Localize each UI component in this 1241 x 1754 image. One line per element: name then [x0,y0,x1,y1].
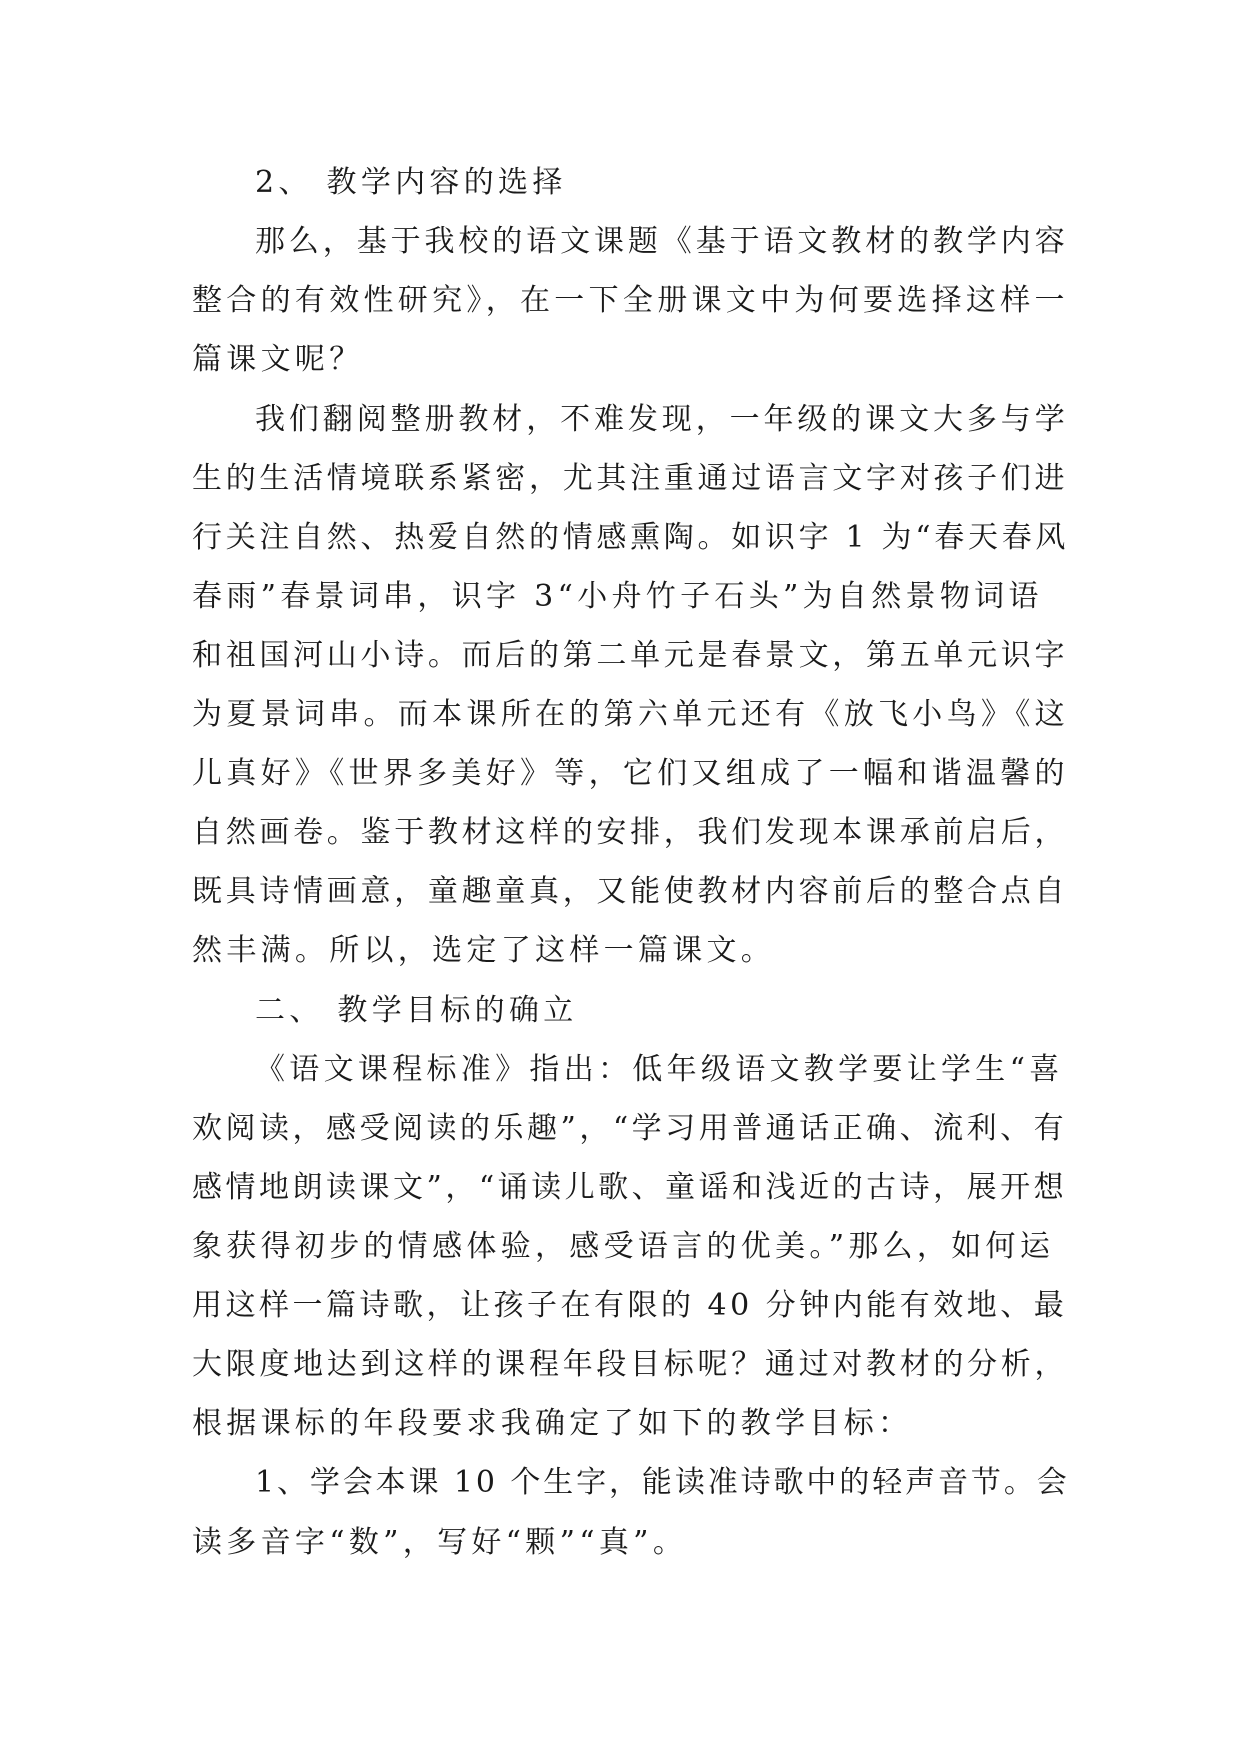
section-heading-objectives: 二、 教学目标的确立 [255,993,578,1028]
paragraph-line: 为夏景词串。而本课所在的第六单元还有《放飞小鸟》《这 [192,697,1069,732]
paragraph-line: 儿真好》《世界多美好》等，它们又组成了一幅和谐温馨的 [192,756,1069,791]
paragraph-line: 那么，基于我校的语文课题《基于语文教材的教学内容 [255,224,1069,259]
paragraph-line: 自然画卷。鉴于教材这样的安排，我们发现本课承前启后， [192,815,1069,850]
paragraph-line: 象获得初步的情感体验，感受语言的优美。”那么，如何运 [192,1229,1055,1264]
paragraph-line: 用这样一篇诗歌，让孩子在有限的 40 分钟内能有效地、最 [192,1288,1068,1323]
section-heading-content-selection: 2、 教学内容的选择 [255,165,567,200]
objective-item-1: 1、学会本课 10 个生字，能读准诗歌中的轻声音节。会 [255,1465,1070,1500]
paragraph-line: 根据课标的年段要求我确定了如下的教学目标： [192,1406,913,1441]
paragraph-line: 感情地朗读课文”，“诵读儿歌、童谣和浅近的古诗，展开想 [192,1170,1068,1205]
paragraph-line: 欢阅读，感受阅读的乐趣”，“学习用普通话正确、流利、有 [192,1111,1068,1146]
paragraph-line: 和祖国河山小诗。而后的第二单元是春景文，第五单元识字 [192,638,1069,673]
paragraph-line: 我们翻阅整册教材，不难发现，一年级的课文大多与学 [255,402,1069,437]
paragraph-line: 然丰满。所以，选定了这样一篇课文。 [192,933,776,968]
paragraph-line: 生的生活情境联系紧密，尤其注重通过语言文字对孩子们进 [192,461,1069,496]
paragraph-line: 行关注自然、热爱自然的情感熏陶。如识字 1 为“春天春风 [192,520,1070,555]
paragraph-line: 《语文课程标准》指出：低年级语文教学要让学生“喜 [255,1052,1064,1087]
paragraph-line: 既具诗情画意，童趣童真，又能使教材内容前后的整合点自 [192,874,1069,909]
paragraph-line: 春雨”春景词串，识字 3“小舟竹子石头”为自然景物词语 [192,579,1043,614]
paragraph-line: 大限度地达到这样的课程年段目标呢？通过对教材的分析， [192,1347,1069,1382]
paragraph-line: 读多音字“数”，写好“颗”“真”。 [192,1525,688,1560]
paragraph-line: 整合的有效性研究》，在一下全册课文中为何要选择这样一 [192,283,1069,318]
paragraph-line: 篇课文呢？ [192,342,364,377]
